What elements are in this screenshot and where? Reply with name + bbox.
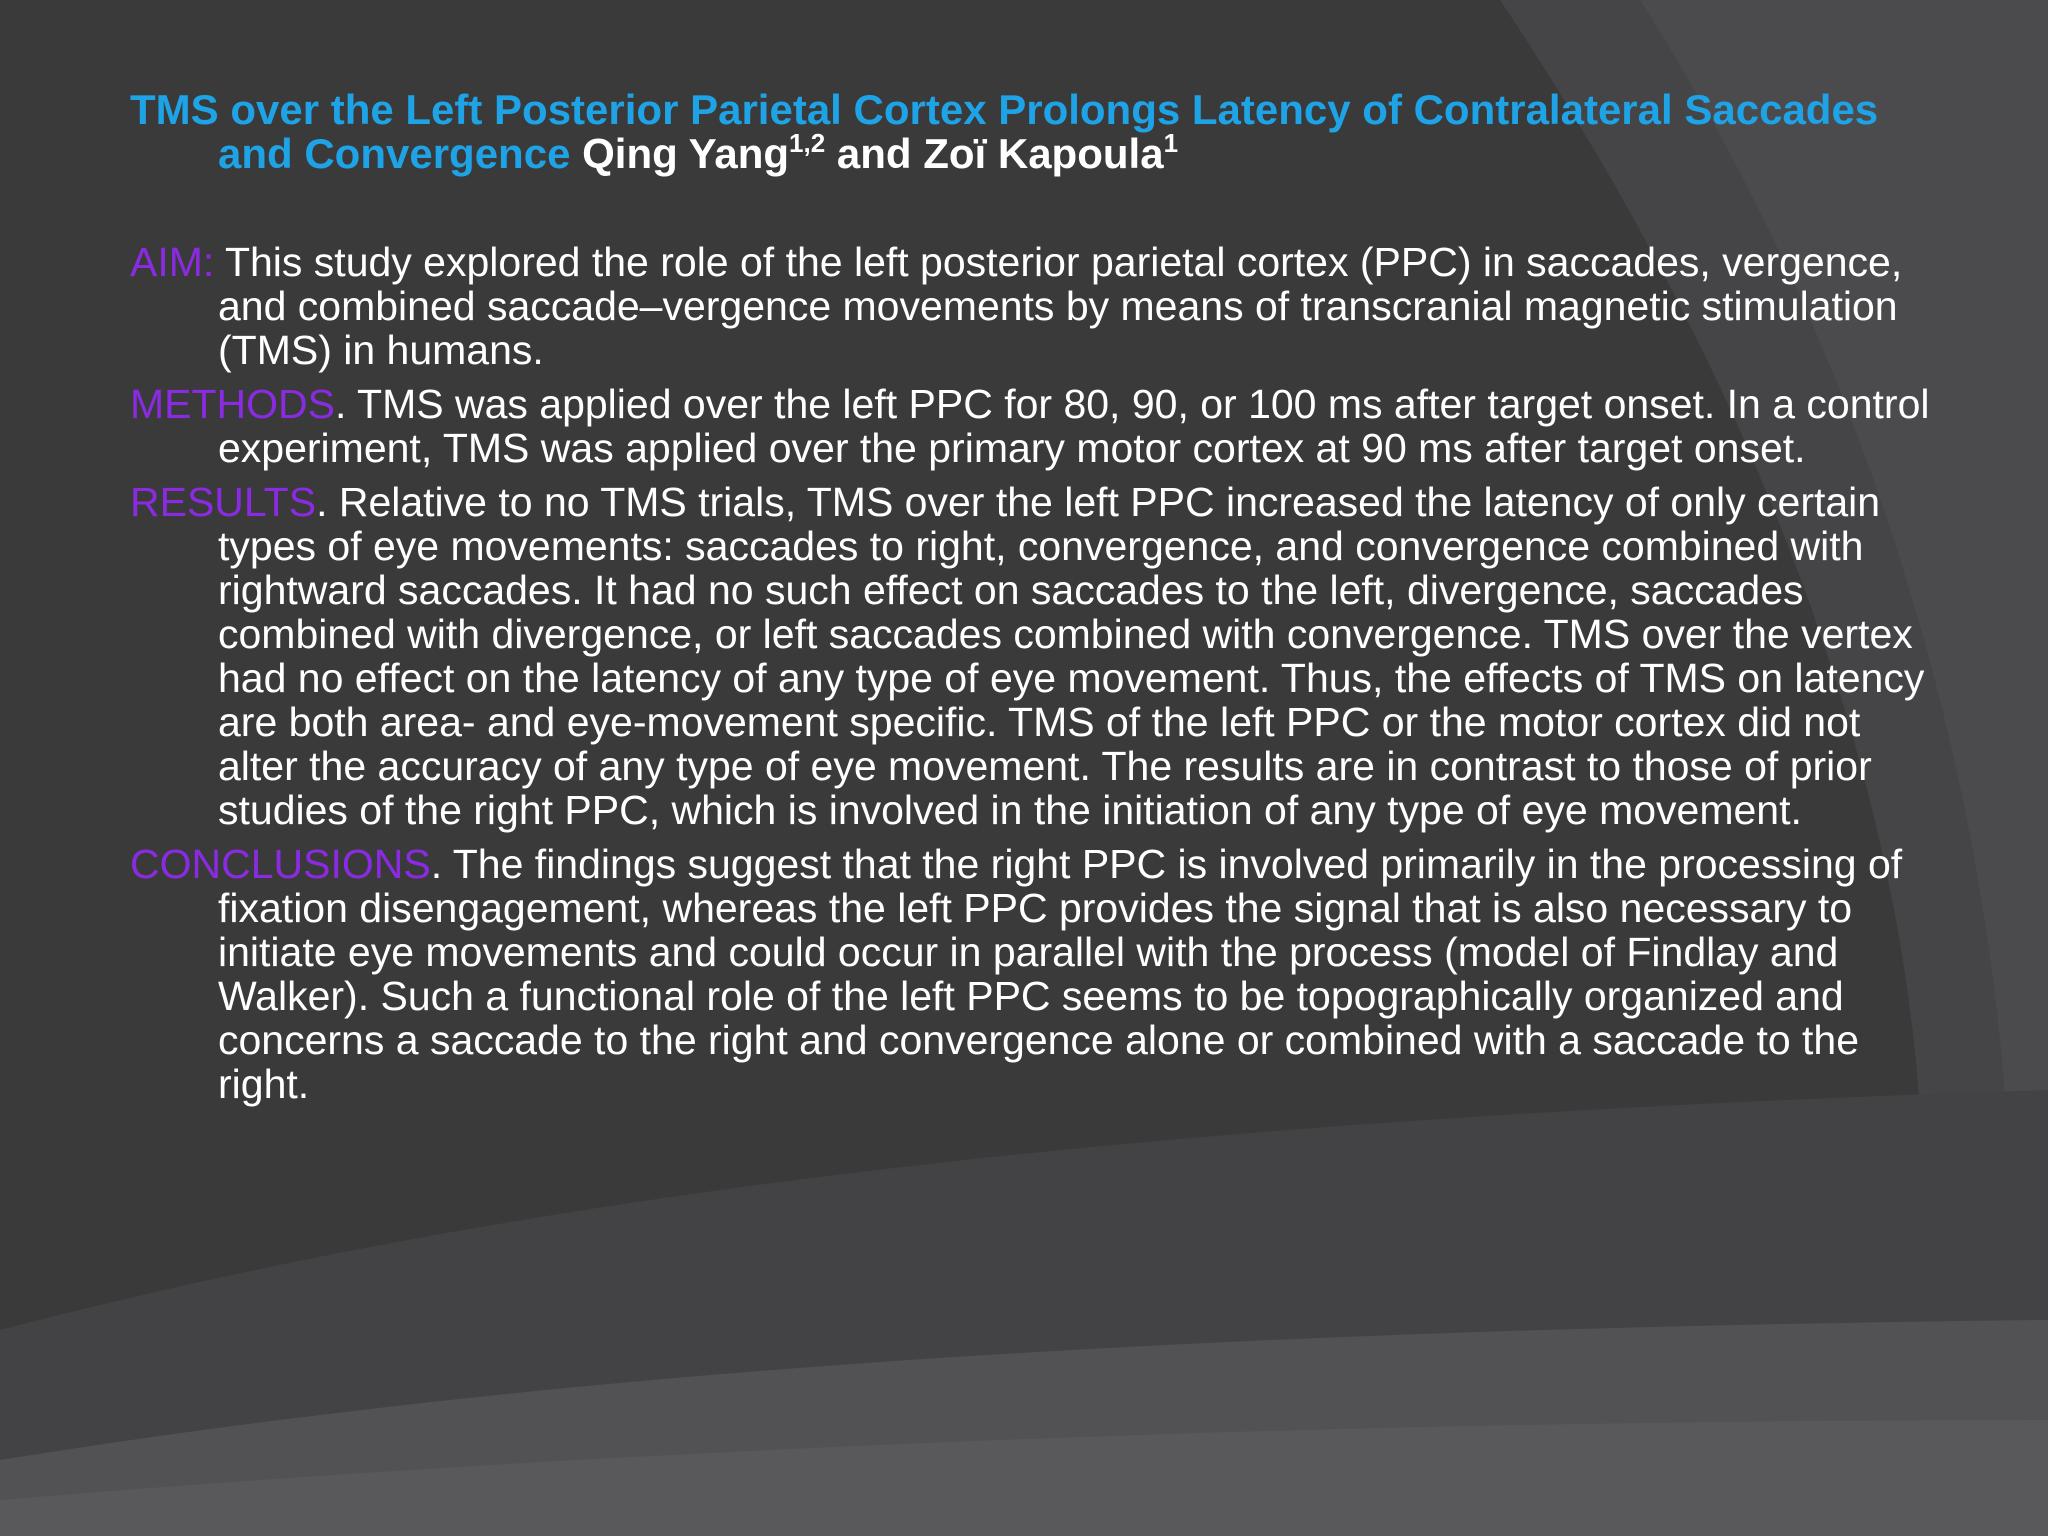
title-text: TMS over the Left Posterior Parietal Cortex Prolongs Latency of Contralateral Saccades and Convergence [130, 86, 1879, 177]
conclusions-text: . The findings suggest that the right PPC is involved primarily in the processing of fixation disengagement, whereas the left PPC provides the signal that is also necessary to initiate eye movements and could occur in parallel with the process (model of Findlay and Walker). Such a functional role of the left PPC seems to be topographically organized and concerns a saccade to the right and convergence alone or combined with a saccade to the right. [218, 841, 1903, 1107]
aim-text: This study explored the role of the left posterior parietal cortex (PPC) in saccades, vergence, and combined saccade–vergence movements by means of transcranial magnetic stimulation (TMS) in humans. [218, 239, 1903, 373]
results-label: RESULTS [130, 479, 317, 525]
section-conclusions [130, 842, 1930, 1106]
methods-text: . TMS was applied over the left PPC for 80, 90, or 100 ms after target onset. In a control experiment, TMS was applied over the primary motor cortex at 90 ms after target onset. [218, 381, 1930, 471]
author-2-affiliation: 1 [1163, 128, 1179, 158]
slide-title [130, 88, 1930, 176]
section-methods [130, 382, 1930, 470]
author-connector: and [836, 130, 912, 177]
author-1-name: Qing Yang [582, 130, 790, 177]
section-aim [130, 240, 1930, 372]
authors [582, 130, 1178, 177]
section-results [130, 480, 1930, 832]
conclusions-label: CONCLUSIONS [130, 841, 431, 887]
aim-label: AIM: [130, 239, 215, 285]
results-text: . Relative to no TMS trials, TMS over the left PPC increased the latency of only certain types of eye movements: saccades to right, convergence, and convergence combined with rightward saccades. It had no such effect on saccades to the left, divergence, saccades combined with divergence, or left saccades combined with convergence. TMS over the vertex had no effect on the latency of any type of eye movement. Thus, the effects of TMS on latency are both area- and eye-movement specific. TMS of the left PPC or the motor cortex did not alter the accuracy of any type of eye movement. The results are in contrast to those of prior studies of the right PPC, which is involved in the initiation of any type of eye movement. [218, 479, 1925, 833]
author-2-name: Zoï Kapoula [923, 130, 1164, 177]
author-1-affiliation: 1,2 [789, 128, 826, 158]
methods-label: METHODS [130, 381, 335, 427]
slide-content [130, 88, 1930, 1106]
